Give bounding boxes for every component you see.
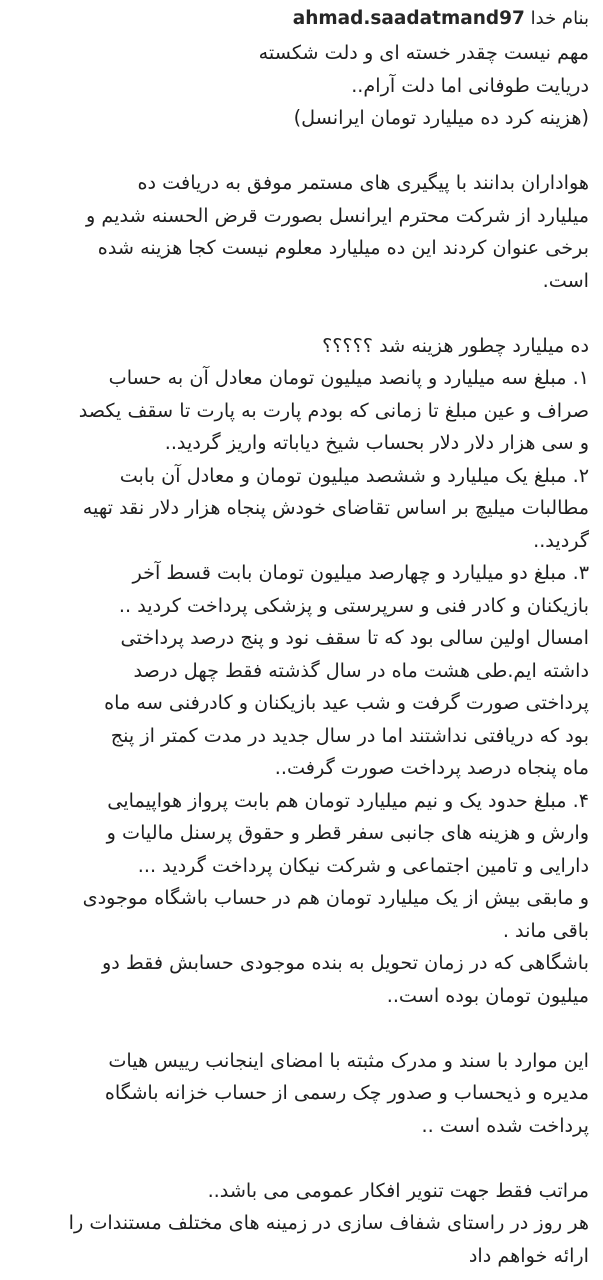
caption-line: میلیون تومان بوده است..	[386, 983, 589, 1007]
caption-header	[14, 6, 589, 32]
caption-line: گردید..	[533, 528, 589, 552]
caption-line: ارائه خواهم داد	[468, 1243, 589, 1267]
caption-line: برخی عنوان کردند این ده میلیارد معلوم نیست کجا هزینه شده	[97, 236, 589, 259]
caption-line: است.	[542, 268, 589, 292]
caption-line: ۲. مبلغ یک میلیارد و ششصد میلیون تومان و معادل آن بابت	[119, 463, 589, 487]
caption-blank-line	[14, 297, 589, 330]
caption-line: وارش و هزینه های جانبی سفر قطر و حقوق پرسنل مالیات و	[106, 821, 589, 844]
caption-line: و سی هزار دلار دلار بحساب شیخ دیاباته واریز گردید..	[164, 431, 589, 454]
caption-line: مراتب فقط جهت تنویر افکار عمومی می باشد..	[207, 1178, 589, 1202]
caption-line: ۴. مبلغ حدود یک و نیم میلیارد تومان هم بابت پرواز هواپیمایی	[107, 788, 589, 812]
caption-line: پرداخت شده است ..	[421, 1113, 589, 1137]
caption-line: پرداختی صورت گرفت و شب عید بازیکنان و کادرفنی سه ماه	[104, 691, 589, 714]
caption-line: باقی ماند .	[502, 918, 589, 942]
caption-blank-line	[14, 1012, 589, 1045]
caption-line: دریایت طوفانی اما دلت آرام..	[351, 73, 589, 97]
caption-line: بود که دریافتی نداشتند اما در سال جدید در مدت کمتر از پنج	[110, 723, 589, 747]
caption-line: صراف و عین مبلغ تا زمانی که بودم پارت به پارت تا سقف یکصد	[78, 398, 589, 422]
caption-line: ۱. مبلغ سه میلیارد و پانصد میلیون تومان معادل آن به حساب	[108, 366, 589, 389]
caption-line: هواداران بدانند با پیگیری های مستمر موفق به دریافت ده	[137, 171, 589, 194]
caption-blank-line	[14, 135, 589, 168]
caption-line: (هزینه کرد ده میلیارد تومان ایرانسل)	[293, 106, 589, 129]
caption-line: ده میلیارد چطور هزینه شد ؟؟؟؟؟	[322, 333, 589, 357]
caption-line: باشگاهی که در زمان تحویل به بنده موجودی حسابش فقط دو	[102, 951, 589, 974]
caption-line: مطالبات میلیچ بر اساس تقاضای خودش پنجاه هزار دلار نقد تهیه	[82, 496, 589, 519]
caption-line: مهم نیست چقدر خسته ای و دلت شکسته	[258, 41, 589, 64]
caption-line: میلیارد از شرکت محترم ایرانسل بصورت قرض الحسنه شدیم و	[86, 203, 589, 227]
username-link[interactable]: ahmad.saadatmand97	[292, 8, 525, 29]
caption-line: بازیکنان و کادر فنی و سرپرستی و پزشکی پرداخت کردید ..	[118, 593, 589, 617]
caption-line: این موارد با سند و مدرک مثبته با امضای اینجانب رییس هیات	[108, 1048, 589, 1072]
caption-line: امسال اولین سالی بود که تا سقف نود و پنج درصد پرداختی	[120, 626, 589, 649]
caption-line: داشته ایم.طی هشت ماه در سال گذشته فقط چهل درصد	[133, 658, 589, 682]
caption-line: هر روز در راستای شفاف سازی در زمینه های مختلف مستندات را	[68, 1211, 589, 1234]
caption-line: ماه پنجاه درصد پرداخت صورت گرفت..	[274, 756, 589, 779]
caption-body	[14, 37, 589, 1272]
caption-line: و مابقی بیش از یک میلیارد تومان هم در حساب باشگاه موجودی	[82, 886, 589, 909]
caption-line: مدیره و ذیحساب و صدور چک رسمی از حساب خزانه باشگاه	[104, 1081, 589, 1104]
caption-first-line: بنام خدا	[530, 8, 589, 29]
caption-blank-line	[14, 1142, 589, 1175]
caption-line: ۳. مبلغ دو میلیارد و چهارصد میلیون تومان بابت قسط آخر	[132, 561, 589, 584]
caption-line: دارایی و تامین اجتماعی و شرکت نیکان پرداخت گردید ...	[137, 853, 589, 877]
